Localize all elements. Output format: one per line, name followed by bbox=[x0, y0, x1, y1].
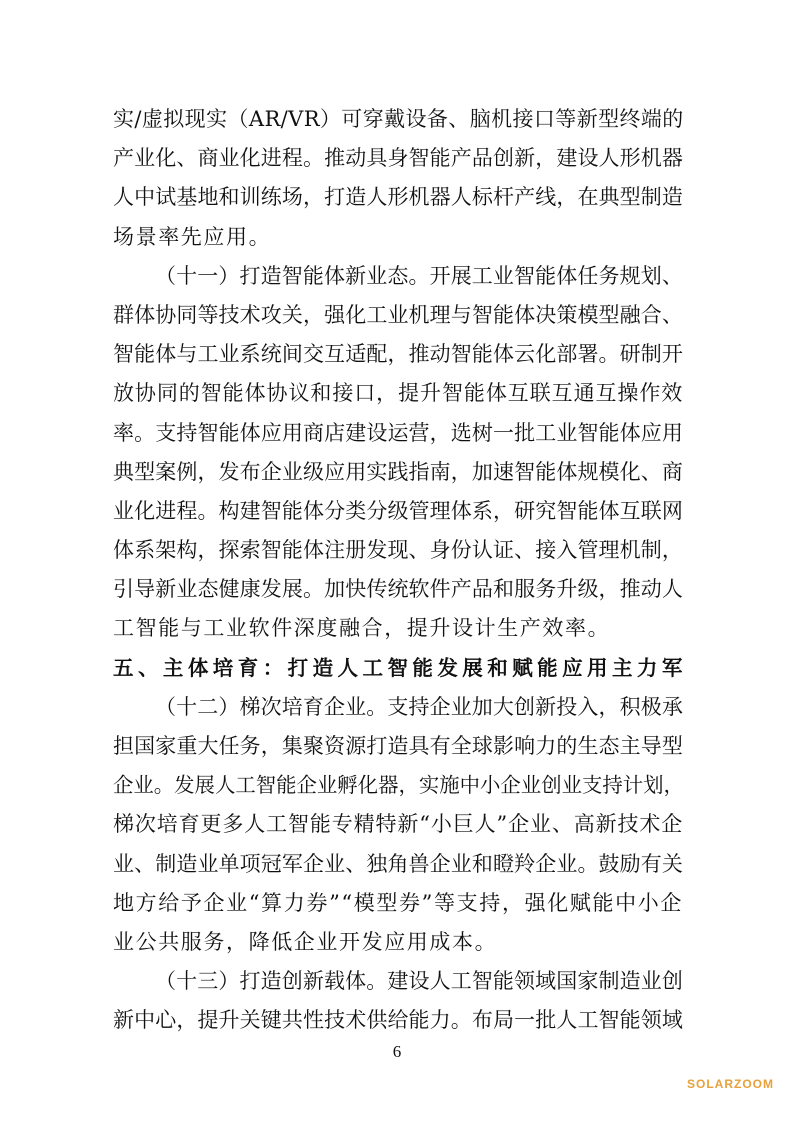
watermark-logo: SOLARZOOM bbox=[687, 1077, 774, 1091]
text-line: 新中心，提升关键共性技术供给能力。布局一批人工智能领域 bbox=[113, 1008, 683, 1033]
paragraph-block-upper bbox=[113, 100, 683, 649]
text-line: 智能体与工业系统间交互适配，推动智能体云化部署。研制开 bbox=[113, 342, 683, 367]
paragraph-block-lower bbox=[113, 688, 683, 1041]
text-line: 地方给予企业“算力券”“模型券”等支持，强化赋能中小企 bbox=[113, 890, 683, 915]
text-line: 典型案例，发布企业级应用实践指南，加速智能体规模化、商 bbox=[113, 459, 683, 484]
section-heading: 五、主体培育：打造人工智能发展和赋能应用主力军 bbox=[113, 655, 683, 680]
text-line: 担国家重大任务，集聚资源打造具有全球影响力的生态主导型 bbox=[113, 734, 683, 758]
document-body bbox=[113, 100, 683, 1041]
text-line: 业、制造业单项冠军企业、独角兽企业和瞪羚企业。鼓励有关 bbox=[113, 851, 683, 876]
page-number: 6 bbox=[392, 1042, 402, 1061]
text-line: （十一）打造智能体新业态。开展工业智能体任务规划、 bbox=[155, 263, 683, 288]
text-line: 企业。发展人工智能企业孵化器，实施中小企业创业支持计划， bbox=[113, 773, 684, 798]
text-line: 工智能与工业软件深度融合，提升设计生产效率。 bbox=[113, 616, 611, 641]
text-line: 率。支持智能体应用商店建设运营，选树一批工业智能体应用 bbox=[113, 420, 683, 445]
text-line: 放协同的智能体协议和接口，提升智能体互联互通互操作效 bbox=[113, 381, 683, 406]
text-line: 场景率先应用。 bbox=[113, 224, 272, 249]
text-line: 业公共服务，降低企业开发应用成本。 bbox=[113, 929, 498, 954]
text-line: 梯次培育更多人工智能专精特新“小巨人”企业、高新技术企 bbox=[113, 812, 683, 837]
text-line: （十三）打造创新载体。建设人工智能领域国家制造业创 bbox=[155, 969, 683, 994]
text-line: （十二）梯次培育企业。支持企业加大创新投入，积极承 bbox=[155, 694, 683, 719]
text-line: 产业化、商业化进程。推动具身智能产品创新，建设人形机器 bbox=[113, 146, 683, 171]
text-line: 业化进程。构建智能体分类分级管理体系，研究智能体互联网 bbox=[113, 498, 683, 523]
text-line: 群体协同等技术攻关，强化工业机理与智能体决策模型融合、 bbox=[113, 302, 683, 327]
text-line: 体系架构，探索智能体注册发现、身份认证、接入管理机制， bbox=[113, 538, 683, 563]
text-line: 实/虚拟现实（AR/VR）可穿戴设备、脑机接口等新型终端的 bbox=[113, 107, 684, 131]
text-line: 人中试基地和训练场，打造人形机器人标杆产线，在典型制造 bbox=[113, 185, 683, 210]
text-line: 引导新业态健康发展。加快传统软件产品和服务升级，推动人 bbox=[113, 577, 683, 602]
